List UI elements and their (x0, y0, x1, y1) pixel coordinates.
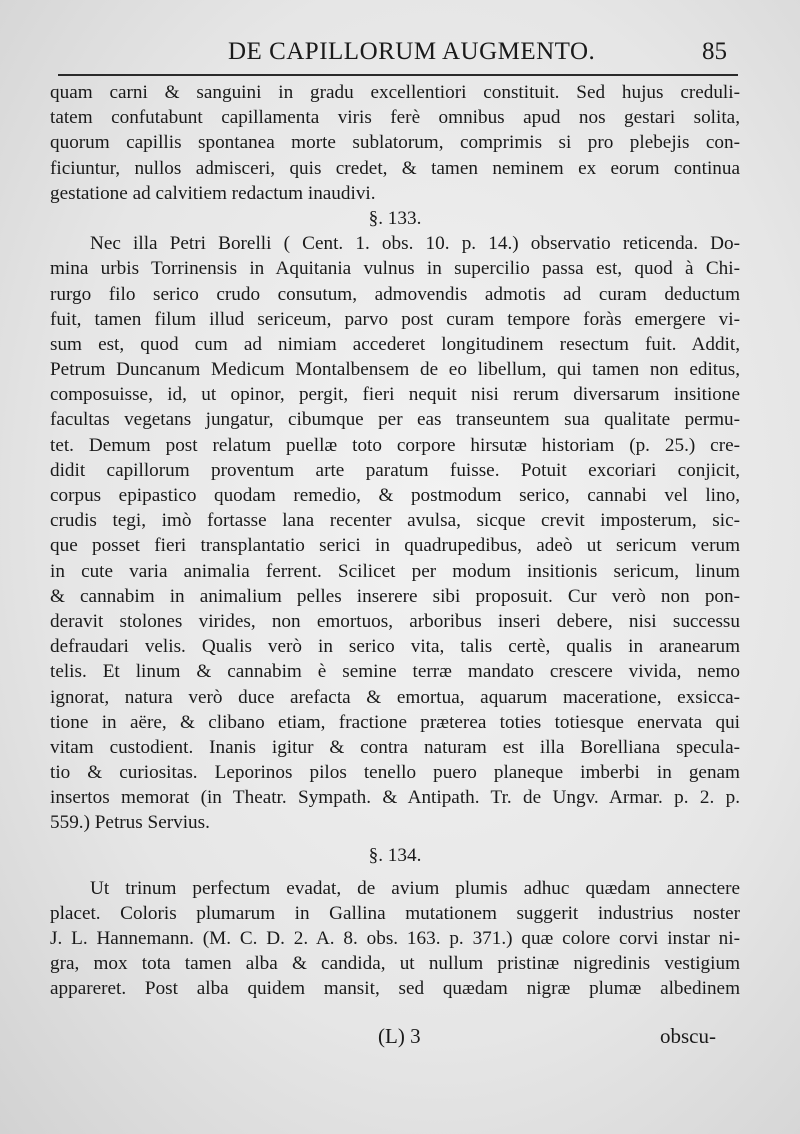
page-footer (0, 1020, 800, 1054)
text-line: 559.) Petrus Servius. (50, 812, 210, 834)
text-line: placet. Coloris plumarum in Gallina mutationem suggerit industrius noster (50, 902, 740, 924)
text-line: gra, mox tota tamen alba & candida, ut nullum pristinæ nigredinis vestigium (50, 953, 740, 975)
text-line: crudis tegi, imò fortasse lana recenter avulsa, sicque crevit imposterum, sic- (50, 510, 740, 532)
text-line: gestatione ad calvitiem redactum inaudivi. (50, 182, 376, 204)
page-body (50, 80, 740, 1002)
text-line: quam carni & sanguini in gradu excellentiori constituit. Sed hujus creduli- (50, 82, 740, 103)
text-line: mina urbis Torrinensis in Aquitania vulnus in supercilio passa est, quod à Chi- (50, 258, 740, 280)
running-title: DE CAPILLORUM AUGMENTO. (228, 38, 596, 65)
paragraph-section-133 (50, 231, 740, 836)
text-line: tione in aëre, & clibano etiam, fractione præterea toties totiesque enervata qui (50, 711, 740, 733)
text-line: appareret. Post alba quidem mansit, sed quædam nigræ plumæ albedinem (50, 978, 740, 1000)
section-heading-134: §. 134. (368, 844, 422, 866)
text-line: ignorat, natura verò duce arefacta & emortua, aquarum maceratione, exsicca- (50, 686, 740, 708)
text-line: & cannabim in animalium pelles inserere sibi proposuit. Cur verò non pon- (50, 585, 740, 607)
text-line: defraudari velis. Qualis verò in serico vita, talis certè, qualis in aranearum (50, 636, 740, 658)
text-line: que posset fieri transplantatio serici in quadrupedibus, adeò ut sericum verum (50, 535, 740, 557)
text-line: sum est, quod cum ad nimiam accederet longitudinem resectum fuit. Addit, (50, 333, 740, 355)
text-line: tio & curiositas. Leporinos pilos tenello puero planeque imberbi in genam (50, 762, 740, 784)
text-line: Petrum Duncanum Medicum Montalbensem de eo libellum, qui tamen non editus, (50, 359, 740, 381)
text-line: tatem confutabunt capillamenta viris ferè omnibus apud nos gestari solita, (50, 107, 740, 129)
text-line: telis. Et linum & cannabim è semine terræ mandato crescere vivida, nemo (50, 661, 740, 683)
section-heading-133: §. 133. (368, 207, 422, 229)
header-rule (58, 74, 738, 76)
text-line: didit capillorum proventum arte paratum fuisse. Potuit excoriari conjicit, (50, 459, 740, 481)
text-line: tet. Demum post relatum puellæ toto corpore hirsutæ historiam (p. 25.) cre- (50, 434, 740, 456)
text-line: composuisse, id, ut opinor, pergit, fieri nequit nisi rerum diversarum insitione (50, 384, 740, 406)
text-line: in cute varia animalia ferrent. Scilicet per modum insitionis sericum, linum (50, 560, 740, 582)
catchword: obscu- (660, 1024, 716, 1048)
paragraph-continued (50, 80, 740, 206)
text-line: quorum capillis spontanea morte sublatorum, comprimis si pro plebejis con- (50, 132, 740, 154)
paragraph-section-134 (50, 876, 740, 1002)
text-line: ficiuntur, nullos admisceri, quis credet, & tamen neminem ex eorum continua (50, 157, 740, 179)
text-line: insertos memorat (in Theatr. Sympath. & Antipath. Tr. de Ungv. Armar. p. 2. p. (50, 787, 740, 809)
text-line: corpus epipastico quodam remedio, & postmodum serico, cannabi vel lino, (50, 485, 740, 506)
text-line: vitam custodient. Inanis igitur & contra naturam est illa Borelliana specula- (50, 736, 740, 758)
text-line: Nec illa Petri Borelli ( Cent. 1. obs. 10. p. 14.) observatio reticenda. Do- (90, 233, 740, 255)
running-head (0, 36, 800, 70)
signature-mark: (L) 3 (378, 1024, 421, 1048)
page-number: 85 (702, 38, 727, 65)
text-line: deravit stolones virides, non emortuos, arboribus inseri debere, nisi successu (50, 610, 740, 632)
text-line: Ut trinum perfectum evadat, de avium plumis adhuc quædam annectere (90, 877, 740, 899)
text-line: J. L. Hannemann. (M. C. D. 2. A. 8. obs. 163. p. 371.) quæ colore corvi instar ni- (50, 928, 740, 949)
text-line: facultas vegetans jungatur, cibumque per eas transeuntem sua qualitate permu- (50, 409, 740, 431)
text-line: fuit, tamen filum illud sericeum, parvo post curam tempore foràs emergere vi- (50, 308, 740, 330)
text-line: rurgo filo serico crudo consutum, admovendis admotis ad curam deductum (50, 283, 740, 305)
